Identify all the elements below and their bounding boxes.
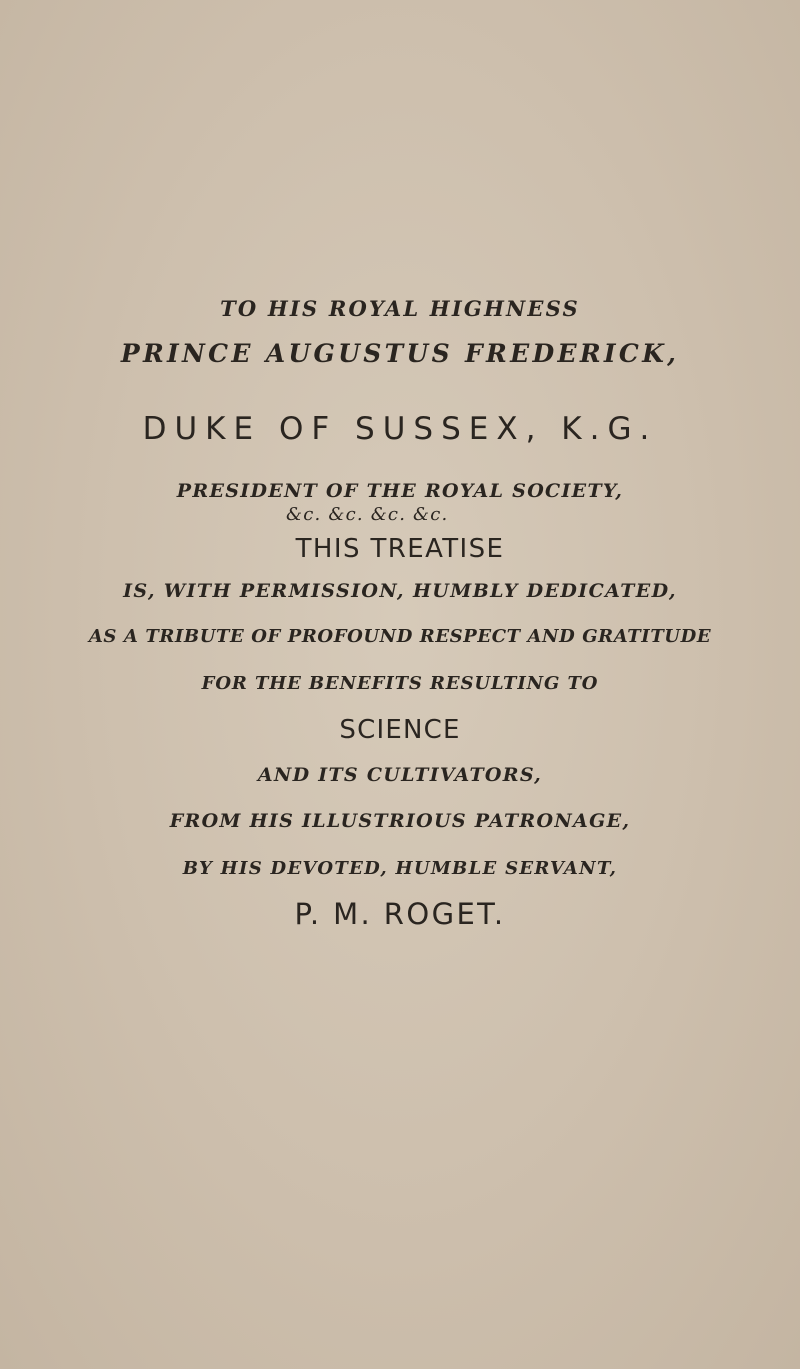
dedication-line-benefits: FOR THE BENEFITS RESULTING TO xyxy=(201,673,599,694)
dedication-line-etcetera: &c. &c. &c. &c. xyxy=(286,504,449,525)
dedication-line-humble-servant: BY HIS DEVOTED, HUMBLE SERVANT, xyxy=(182,858,618,879)
dedication-line-to-his-royal-highness: TO HIS ROYAL HIGHNESS xyxy=(220,296,580,321)
dedication-line-prince-name: PRINCE AUGUSTUS FREDERICK, xyxy=(120,339,680,368)
dedication-line-duke-title: DUKE OF SUSSEX, K.G. xyxy=(142,411,658,447)
dedication-line-patronage: FROM HIS ILLUSTRIOUS PATRONAGE, xyxy=(169,810,631,832)
dedication-line-president: PRESIDENT OF THE ROYAL SOCIETY, xyxy=(176,480,624,502)
dedication-line-science: SCIENCE xyxy=(339,715,461,745)
dedication-line-humbly-dedicated: IS, WITH PERMISSION, HUMBLY DEDICATED, xyxy=(123,580,677,602)
dedication-line-tribute: AS A TRIBUTE OF PROFOUND RESPECT AND GRATITUDE xyxy=(88,626,712,647)
dedication-signature: P. M. ROGET. xyxy=(294,897,506,931)
dedication-line-this-treatise: THIS TREATISE xyxy=(295,534,505,564)
dedication-line-cultivators: AND ITS CULTIVATORS, xyxy=(257,764,543,786)
